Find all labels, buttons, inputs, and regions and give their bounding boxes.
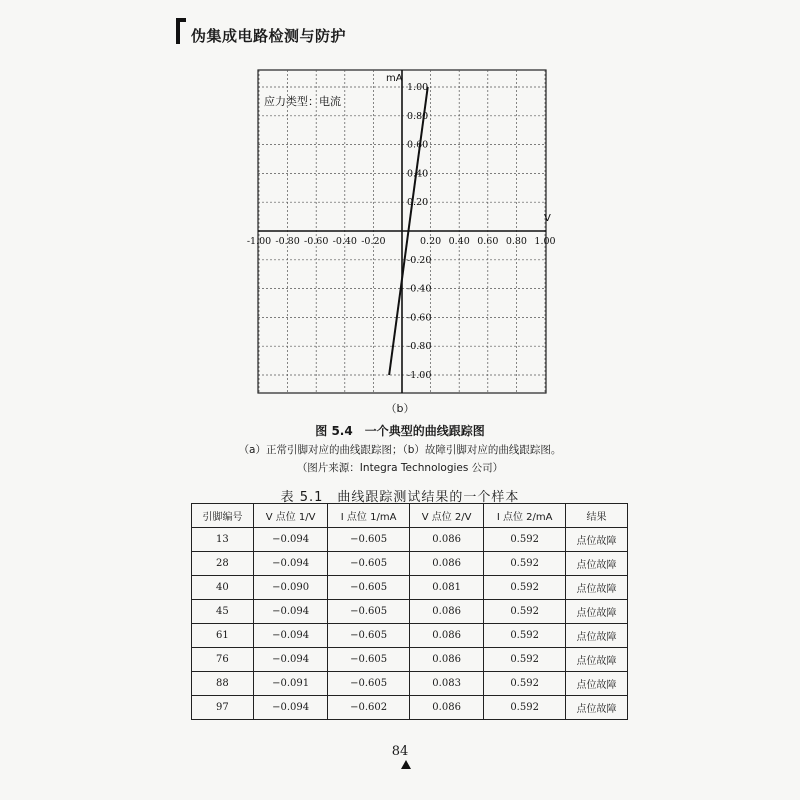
- pin-number-cell: 13: [192, 528, 254, 552]
- pin-number-cell: 45: [192, 600, 254, 624]
- result-cell: 点位故障: [565, 648, 627, 672]
- x-tick-label: 1.00: [534, 236, 556, 247]
- table-cell: −0.605: [328, 648, 410, 672]
- pin-number-cell: 97: [192, 696, 254, 720]
- y-axis-label: mA: [386, 73, 403, 84]
- y-tick-label: 0.40: [407, 168, 429, 180]
- result-cell: 点位故障: [565, 528, 627, 552]
- x-tick-label: 0.40: [448, 236, 470, 247]
- y-tick-label: 1.00: [407, 82, 429, 93]
- y-tick-label: -0.60: [407, 312, 432, 324]
- result-cell: 点位故障: [565, 600, 627, 624]
- table-cell: −0.091: [253, 672, 327, 696]
- table-cell: 0.081: [409, 576, 483, 600]
- y-tick-label: -0.40: [407, 283, 432, 295]
- pin-number-cell: 76: [192, 648, 254, 672]
- triangle-icon: [401, 760, 411, 769]
- figure-sublabel: （b）: [385, 402, 415, 415]
- table-row: [192, 576, 628, 600]
- x-tick-label: -0.80: [275, 236, 300, 247]
- table-cell: −0.605: [328, 528, 410, 552]
- figure-note: （a）正常引脚对应的曲线跟踪图；（b）故障引脚对应的曲线跟踪图。: [238, 444, 562, 456]
- plot-frame: [258, 70, 546, 393]
- x-tick-label: -1.00: [246, 236, 272, 247]
- result-cell: 点位故障: [565, 624, 627, 648]
- table-cell: 0.086: [409, 528, 483, 552]
- table-row: [192, 600, 628, 624]
- running-header-title: 伪集成电路检测与防护: [191, 27, 347, 45]
- table-cell: 0.083: [409, 672, 483, 696]
- result-cell: 点位故障: [565, 672, 627, 696]
- table-cell: 0.086: [409, 624, 483, 648]
- result-cell: 点位故障: [565, 576, 627, 600]
- table-cell: 0.592: [484, 528, 566, 552]
- table-cell: 0.086: [409, 696, 483, 720]
- results-table: [191, 503, 628, 720]
- column-header: 引脚编号: [192, 504, 254, 528]
- table-cell: −0.605: [328, 600, 410, 624]
- table-cell: 0.592: [484, 624, 566, 648]
- table-cell: −0.605: [328, 576, 410, 600]
- pin-number-cell: 28: [192, 552, 254, 576]
- y-tick-label: 0.20: [407, 197, 429, 209]
- table-cell: 0.086: [409, 552, 483, 576]
- table-cell: 0.086: [409, 600, 483, 624]
- y-tick-label: -0.80: [407, 341, 432, 353]
- table-header-row: [192, 504, 628, 528]
- table-cell: −0.094: [253, 528, 327, 552]
- table-cell: 0.592: [484, 648, 566, 672]
- table-cell: 0.592: [484, 552, 566, 576]
- pin-number-cell: 88: [192, 672, 254, 696]
- x-tick-label: 0.20: [420, 236, 442, 247]
- figure-source: （图片来源：Integra Technologies 公司）: [296, 462, 504, 474]
- x-axis-label: V: [544, 213, 551, 224]
- table-row: [192, 624, 628, 648]
- table-cell: −0.094: [253, 648, 327, 672]
- y-tick-label: -1.00: [407, 370, 432, 381]
- figure-caption: 图 5.4 一个典型的曲线跟踪图: [315, 424, 485, 438]
- x-tick-label: -0.60: [304, 236, 329, 247]
- pin-number-cell: 40: [192, 576, 254, 600]
- x-tick-label: 0.60: [477, 236, 499, 247]
- column-header: V 点位 2/V: [409, 504, 483, 528]
- table-cell: −0.605: [328, 672, 410, 696]
- result-cell: 点位故障: [565, 552, 627, 576]
- table-row: [192, 552, 628, 576]
- table-cell: −0.094: [253, 600, 327, 624]
- table-cell: −0.602: [328, 696, 410, 720]
- trace-curve-line: [389, 87, 428, 375]
- y-tick-label: 0.60: [407, 139, 429, 151]
- header-bracket-top: [176, 18, 186, 22]
- column-header: I 点位 1/mA: [328, 504, 410, 528]
- table-cell: −0.605: [328, 624, 410, 648]
- result-cell: 点位故障: [565, 696, 627, 720]
- page-number: 84: [391, 744, 409, 759]
- stress-type-annotation: 应力类型：电流: [264, 95, 341, 108]
- table-title: 表 5.1 曲线跟踪测试结果的一个样本: [280, 490, 520, 505]
- table-cell: −0.094: [253, 696, 327, 720]
- table-row: [192, 672, 628, 696]
- table-cell: −0.094: [253, 624, 327, 648]
- table-cell: −0.094: [253, 552, 327, 576]
- table-cell: 0.592: [484, 600, 566, 624]
- x-tick-label: 0.80: [505, 236, 527, 247]
- table-cell: 0.592: [484, 576, 566, 600]
- column-header: 结果: [565, 504, 627, 528]
- y-tick-label: -0.20: [407, 254, 432, 266]
- table-cell: 0.592: [484, 672, 566, 696]
- pin-number-cell: 61: [192, 624, 254, 648]
- table-cell: 0.592: [484, 696, 566, 720]
- x-tick-label: -0.40: [332, 236, 357, 247]
- column-header: I 点位 2/mA: [484, 504, 566, 528]
- table-cell: −0.605: [328, 552, 410, 576]
- x-tick-label: -0.20: [361, 236, 386, 247]
- y-tick-label: 0.80: [407, 110, 429, 122]
- table-row: [192, 528, 628, 552]
- table-row: [192, 648, 628, 672]
- table-cell: −0.090: [253, 576, 327, 600]
- column-header: V 点位 1/V: [253, 504, 327, 528]
- table-cell: 0.086: [409, 648, 483, 672]
- table-row: [192, 696, 628, 720]
